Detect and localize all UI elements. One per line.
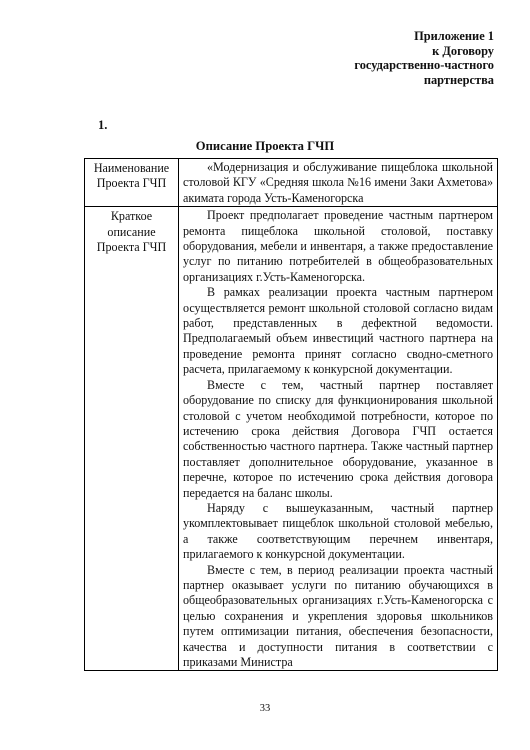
row-label-project-summary: Краткое описание Проекта ГЧП [85, 207, 179, 671]
appendix-header [254, 29, 494, 87]
section-number: 1. [98, 118, 108, 132]
paragraph: Вместе с тем, в период реализации проекта частный партнер оказывает услуги по питанию обучающихся в общеобразовательных организациях г.Усть-Каменогорска с целью сохранения и укрепления здоровья школьников путем оптимизации питания, обеспечения безопасности, качества и доступности питания в соответствии с приказами Министра [183, 562, 493, 669]
table-row [85, 207, 498, 671]
paragraph: Проект предполагает проведение частным партнером ремонта пищеблока школьной столовой, поставку оборудования, мебели и инвентаря, а также предоставление услуг по питанию потребителей в общеобразовательных организациях г.Усть-Каменогорска. [183, 208, 493, 284]
appendix-line-3: государственно-частного [354, 58, 494, 73]
table-row [85, 159, 498, 207]
paragraph: Наряду с вышеуказанным, частный партнер укомплектовывает пищеблок школьной столовой мебелью, а также соответствующим перечнем инвентаря, прилагаемого к конкурсной документации. [183, 500, 493, 562]
paragraph: «Модернизация и обслуживание пищеблока школьной столовой КГУ «Средняя школа №16 имени Заки Ахметова» акимата города Усть-Каменогорска [183, 160, 493, 205]
project-description-table [84, 158, 498, 671]
page-number: 33 [259, 703, 271, 714]
appendix-line-1: Приложение 1 [414, 29, 494, 43]
paragraph: В рамках реализации проекта частным партнером осуществляется ремонт школьной столовой согласно видам работ, представленных в дефектной ведомости. Предполагаемый объем инвестиций частного партнера на проведение ремонта принят согласно сводно-сметного расчета, прилагаемому к конкурсной документации. [183, 285, 493, 377]
paragraph: Вместе с тем, частный партнер поставляет оборудование по списку для функционирования школьной столовой с учетом необходимой потребности, которое по истечению срока действия Договора ГЧП остается собственностью частного партнера. Также частный партнер поставляет дополнительное оборудование, указанное в перечне, которое по истечению срока действия договора передается на баланс школы. [183, 377, 493, 500]
appendix-line-2: к Договору [432, 43, 494, 58]
row-value-project-summary [179, 207, 498, 671]
row-value-project-name [179, 159, 498, 207]
appendix-line-4: партнерства [423, 72, 494, 87]
row-label-project-name: Наименование Проекта ГЧП [85, 159, 179, 207]
section-title: Описание Проекта ГЧП [195, 139, 335, 153]
